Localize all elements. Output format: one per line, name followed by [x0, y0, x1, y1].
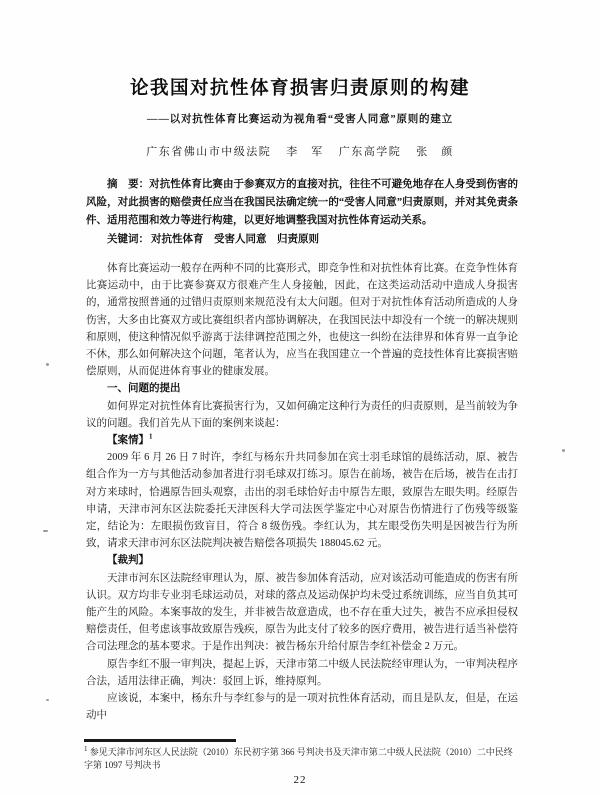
article-body	[86, 260, 518, 724]
case-facts-label	[86, 432, 518, 449]
author-line	[0, 143, 600, 159]
keywords-label: 关键词：	[107, 234, 149, 245]
footnote-line	[84, 746, 520, 772]
section-heading-1: 一、问题的提出	[107, 383, 181, 395]
comment-paragraph: 应该说，本案中，杨东升与李红参与的是一项对抗性体育活动，而且是队友，但是，在运动中	[86, 693, 518, 722]
footnote-marker: 1	[84, 745, 88, 753]
appeal-paragraph: 原告李红不服一审判决，提起上诉，天津市第二中级人民法院经审理认为，一审判决程序合法，适用法律正确，判决：驳回上诉，维持原判。	[86, 658, 518, 687]
author-name-2: 张 颜	[416, 146, 454, 158]
paragraph-problem: 如何界定对抗性体育比赛损害行为，又如何确定这种行为责任的归责原则，是当前较为争议的问题。我们首先从下面的案例来谈起：	[86, 400, 518, 429]
scan-speck	[46, 699, 49, 701]
ruling-label: 【裁判】	[107, 555, 149, 567]
first-instance-paragraph: 天津市河东区法院经审理认为，原、被告参加体育活动，应对该活动可能造成的伤害有所认识。双方均非专业羽毛球运动员，对球的落点及运动保护均未受过系统训练，应当自负其可能产生的风险。本案事故的发生，并非被告故意造成，也不存在重大过失，被告不应承担侵权赔偿责任，但考虑该事故致原告残疾，原告为此支付了较多的医疗费用，被告进行适当补偿符合司法理念的基本要求。于是作出判决：被告杨东升给付原告李红补偿金 2 万元。	[86, 572, 518, 653]
case-facts-label-text: 【案情】	[107, 435, 149, 447]
author-affiliation-1: 广东省佛山市中级法院	[146, 146, 272, 158]
abstract-paragraph	[86, 176, 518, 230]
author-affiliation-2: 广东高学院	[338, 146, 402, 158]
case-facts-paragraph: 2009 年 6 月 26 日 7 时许，李红与杨东升共同参加在宾士羽毛球馆的晨练活动，原、被告组合作为一方与其他活动参加者进行羽毛球双打练习。原告在前场，被告在后场，被告在击打对方来球时，恰遇原告回头观察，击出的羽毛球恰好击中原告左眼，致原告左眼失明。经原告申请，天津市河东区法院委托天津医科大学司法医学鉴定中心对原告伤情进行了伤残等级鉴定，结论为：左眼损伤致盲目，符合 8 级伤残。李红认为，其左眼受伤失明是因被告行为所致，请求天津市河东区法院判决被告赔偿各项损失 188045.62 元。	[86, 452, 518, 550]
footnote-area	[84, 739, 520, 772]
paper-subtitle: ——以对抗性体育比赛运动为视角看“受害人同意”原则的建立	[147, 114, 453, 125]
scan-speck	[43, 530, 48, 532]
scan-speck	[562, 449, 565, 452]
scan-speck	[46, 363, 49, 366]
abstract-label: 摘 要：	[107, 179, 150, 190]
keywords-text: 对抗性体育 受害人同意 归责原则	[151, 234, 319, 245]
intro-paragraph: 体育比赛运动一般存在两种不同的比赛形式，即竞争性和对抗性体育比赛。在竞争性体育比赛运动中，由于比赛参赛双方很难产生人身接触，因此，在这类运动活动中造成人身损害的，通常按照普通的过错归责原则来规范没有太大问题。但对于对抗性体育活动所造成的人身伤害，大多由比赛双方或比赛组织者内部协调解决，在我国民法中却没有一个统一的解决规则和原则，使这种情况似乎游离于法律调控范围之外，也使这一纠纷在法律界和体育界一直争论不休，那么如何解决这个问题，笔者认为，应当在我国建立一个普遍的竞技性体育比赛损害赔偿原则，从而促进体育事业的健康发展。	[86, 263, 518, 378]
paper-title: 论我国对抗性体育损害归责原则的构建	[129, 77, 470, 98]
author-name-1: 李 军	[286, 146, 324, 158]
page-number: 22	[293, 774, 307, 786]
abstract-text: 对抗性体育比赛由于参赛双方的直接对抗，往往不可避免地存在人身受到伤害的风险，对此损害的赔偿责任应当在我国民法确定统一的“受害人同意”归责原则，并对其免责条件、适用范围和效力等进行构建，以更好地调整我国对抗性体育运动关系。	[86, 179, 519, 226]
footnote-divider	[84, 739, 236, 742]
footnote-ref: 1	[149, 432, 153, 441]
keywords-line	[86, 230, 518, 249]
footnote-text: 参见天津市河东区人民法院（2010）东民初字第 366 号判决书及天津市第二中级人民法院（2010）二中民终字第 1097 号判决书	[84, 747, 513, 770]
